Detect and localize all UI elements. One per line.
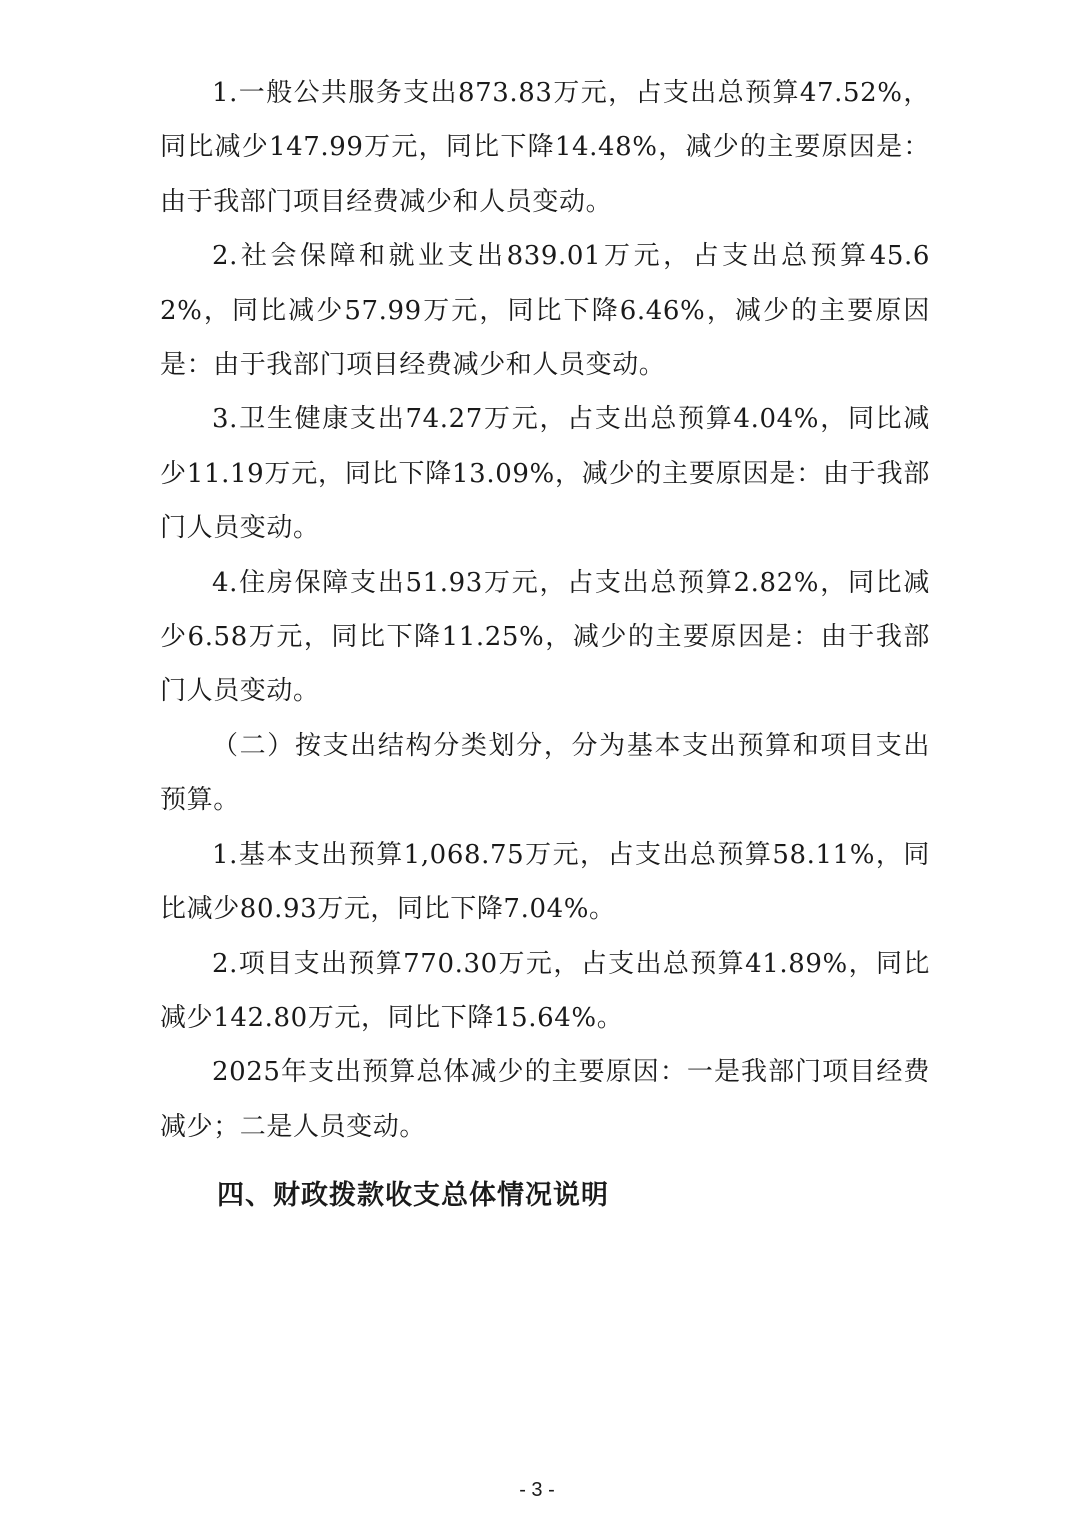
body-text — [160, 66, 930, 1154]
paragraph-structure-classification: （二）按支出结构分类划分，分为基本支出预算和项目支出预算。 — [160, 730, 930, 816]
paragraph-housing: 4.住房保障支出51.93万元，占支出总预算2.82%，同比减少6.58万元，同比下降11.25%，减少的主要原因是：由于我部门人员变动。 — [160, 567, 930, 707]
paragraph-decrease-reason: 2025年支出预算总体减少的主要原因：一是我部门项目经费减少；二是人员变动。 — [160, 1057, 930, 1142]
paragraph-project-expenditure: 2.项目支出预算770.30万元，占支出总预算41.89%，同比减少142.80万元，同比下降15.64%。 — [160, 948, 930, 1033]
paragraph-social-security: 2.社会保障和就业支出839.01万元，占支出总预算45.62%，同比减少57.99万元，同比下降6.46%，减少的主要原因是：由于我部门项目经费减少和人员变动。 — [160, 241, 930, 381]
page-number: - 3 - — [519, 1479, 555, 1501]
section-heading: 四、财政拨款收支总体情况说明 — [217, 1180, 609, 1211]
paragraph-health: 3.卫生健康支出74.27万元，占支出总预算4.04%，同比减少11.19万元，同比下降13.09%，减少的主要原因是：由于我部门人员变动。 — [160, 404, 930, 544]
paragraph-basic-expenditure: 1.基本支出预算1,068.75万元，占支出总预算58.11%，同比减少80.93万元，同比下降7.04%。 — [160, 839, 930, 925]
paragraph-general-public-services: 1.一般公共服务支出873.83万元，占支出总预算47.52%，同比减少147.99万元，同比下降14.48%，减少的主要原因是：由于我部门项目经费减少和人员变动。 — [160, 78, 930, 217]
